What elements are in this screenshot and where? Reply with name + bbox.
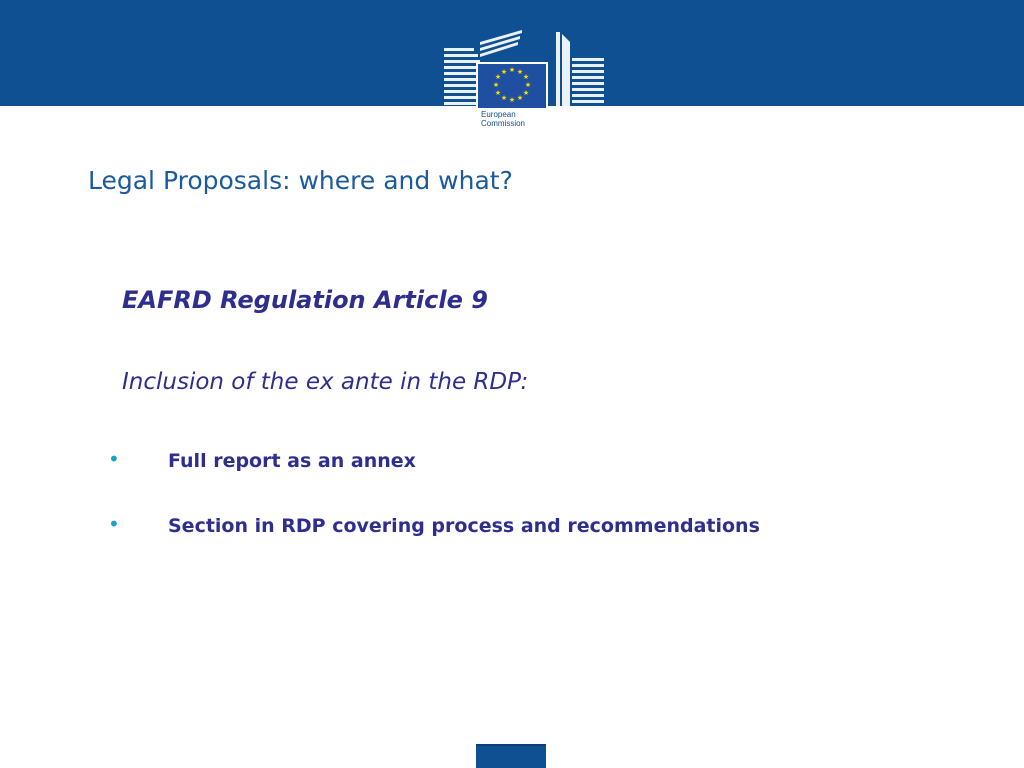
logo-label-line2: Commission	[481, 119, 526, 128]
logo-label	[478, 108, 544, 140]
svg-text:★: ★	[500, 94, 508, 102]
slide-subtitle: EAFRD Regulation Article 9	[122, 286, 488, 314]
intro-text: Inclusion of the ex ante in the RDP:	[122, 369, 529, 395]
svg-text:★: ★	[508, 66, 516, 74]
bullet-text: Full report as an annex	[168, 450, 416, 472]
svg-text:★: ★	[508, 96, 516, 104]
logo-label-line1: European	[481, 110, 516, 119]
bullet-icon: •	[108, 447, 120, 471]
slide-title: Legal Proposals: where and what?	[88, 166, 513, 195]
bullet-icon: •	[108, 512, 120, 536]
svg-text:★: ★	[492, 81, 500, 89]
svg-text:★: ★	[500, 68, 508, 76]
svg-text:★: ★	[494, 89, 502, 97]
svg-text:★: ★	[494, 73, 502, 81]
svg-text:★: ★	[516, 68, 524, 76]
footer-flag	[476, 744, 546, 768]
bullet-text: Section in RDP covering process and recommendations	[168, 515, 760, 537]
svg-text:★: ★	[522, 73, 530, 81]
svg-text:★: ★	[516, 94, 524, 102]
svg-text:★: ★	[524, 81, 532, 89]
svg-text:★: ★	[522, 89, 530, 97]
